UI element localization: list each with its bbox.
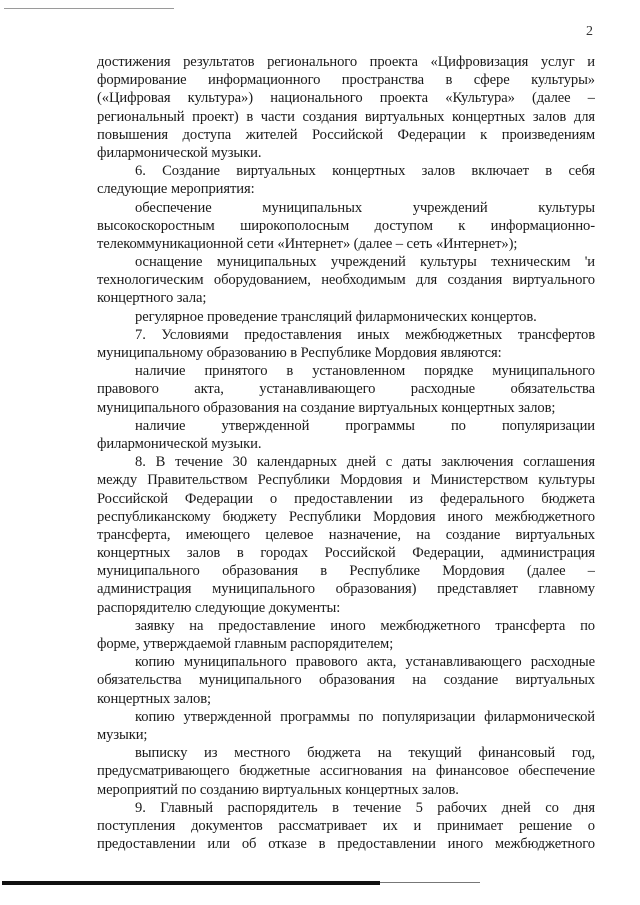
text-line: 6. Создание виртуальных концертных залов включает в себя (135, 163, 595, 180)
text-line: форме, утверждаемой главным распорядителем; (97, 636, 394, 652)
text-line: достижения результатов регионального проекта «Цифровизация услуг и (97, 54, 595, 70)
text-line: между Правительством Республики Мордовия и Министерством культуры (97, 472, 595, 489)
text-line: 7. Условиями предоставления иных межбюджетных трансфертов (135, 326, 595, 343)
text-line: распорядителю следующие документы: (97, 599, 341, 616)
text-line: телекоммуникационной сети «Интернет» (далее – сеть «Интернет»); (97, 235, 518, 252)
text-line: обязательства муниципального образования на создание виртуальных (97, 672, 595, 689)
text-line: копию утвержденной программы по популяризации филармонической (135, 708, 595, 725)
text-line: наличие принятого в установленном порядке муниципального (135, 363, 595, 380)
text-line: высокоскоростным широкополосным доступом к информационно- (97, 217, 595, 234)
text-line: трансферта, имеющего целевое назначение, на создание виртуальных (97, 526, 595, 543)
text-line: мероприятий по созданию виртуальных концертных залов. (97, 781, 459, 798)
text-line: администрация муниципального образования) представляет главному (97, 581, 595, 598)
text-line: филармонической музыки. (97, 435, 262, 452)
text-line: следующие мероприятия: (97, 181, 255, 198)
text-line: муниципального образования на создание виртуальных концертных залов; (97, 399, 556, 416)
scan-top-edge (4, 8, 174, 9)
scan-bottom-edge-thin (380, 882, 480, 883)
text-line: формирование информационного пространства в сфере культуры» (97, 72, 595, 89)
text-line: Российской Федерации о предоставлении из федерального бюджета (97, 490, 595, 507)
text-line: 9. Главный распорядитель в течение 5 рабочих дней со дня (135, 799, 595, 816)
text-line: филармонической музыки. (97, 144, 262, 161)
text-line: технологическим оборудованием, необходимым для создания виртуального (97, 272, 595, 289)
text-line: копию муниципального правового акта, устанавливающего расходные (135, 654, 595, 671)
text-line: заявку на предоставление иного межбюджетного трансферта по (135, 617, 595, 634)
page-number: 2 (586, 24, 593, 39)
text-line: концертных залов в городах Российской Федерации, администрация (97, 545, 595, 562)
text-line: правового акта, устанавливающего расходные обязательства (97, 381, 595, 398)
text-line: республиканскому бюджету Республики Мордовия иного межбюджетного (97, 508, 595, 525)
scan-bottom-edge (2, 881, 380, 885)
text-line: музыки; (97, 726, 148, 743)
text-line: муниципальному образованию в Республике Мордовия являются: (97, 345, 502, 361)
text-line: выписку из местного бюджета на текущий финансовый год, (135, 745, 595, 762)
text-line: концертных залов; (97, 690, 211, 707)
text-line: концертного зала; (97, 290, 207, 307)
document-body (97, 53, 595, 853)
text-line: оснащение муниципальных учреждений культуры техническим 'и (135, 254, 595, 271)
text-line: предоставлении или об отказе в предоставлении иного межбюджетного (97, 836, 595, 853)
text-line: региональный проект) в части создания виртуальных концертных залов для (97, 108, 595, 125)
text-line: предусматривающего бюджетные ассигнования на финансовое обеспечение (97, 763, 595, 780)
text-line: 8. В течение 30 календарных дней с даты заключения соглашения (135, 454, 595, 471)
text-line: регулярное проведение трансляций филармонических концертов. (135, 308, 537, 325)
text-line: наличие утвержденной программы по популяризации (135, 417, 595, 434)
text-line: поступления документов рассматривает их и принимает решение о (97, 817, 595, 834)
text-line: («Цифровая культура») национального проекта «Культура» (далее – (97, 90, 595, 107)
text-line: повышения доступа жителей Российской Федерации к произведениям (97, 126, 595, 143)
text-line: обеспечение муниципальных учреждений культуры (135, 199, 595, 216)
text-line: муниципального образования в Республике Мордовия (далее – (97, 563, 595, 580)
